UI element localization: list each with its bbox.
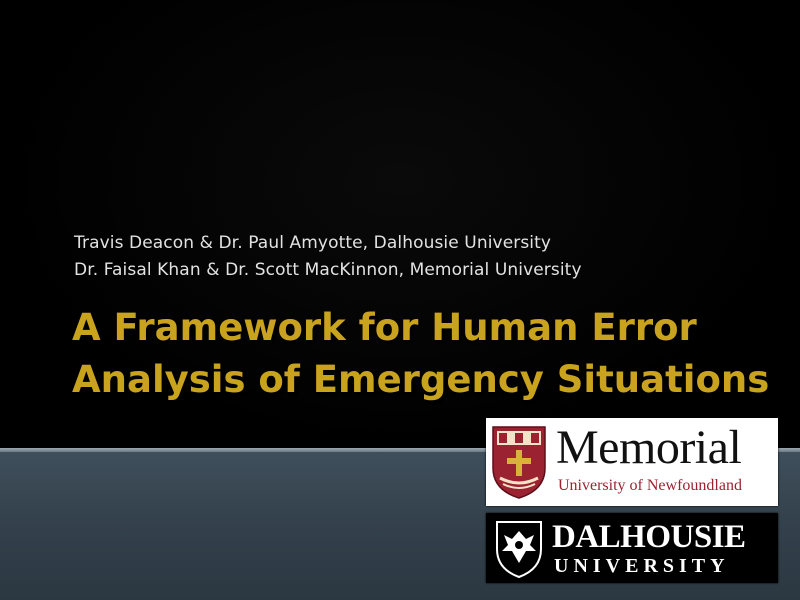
dalhousie-shield-icon bbox=[494, 519, 544, 579]
memorial-university-logo bbox=[486, 418, 778, 506]
dalhousie-logo-subtitle: UNIVERSITY bbox=[554, 555, 730, 577]
authors-line-dalhousie: Travis Deacon & Dr. Paul Amyotte, Dalhousie University bbox=[74, 233, 552, 253]
authors-block bbox=[74, 230, 582, 284]
slide-title bbox=[72, 302, 792, 406]
authors-line-memorial: Dr. Faisal Khan & Dr. Scott MacKinnon, Memorial University bbox=[74, 260, 582, 280]
memorial-logo-subtitle: University of Newfoundland bbox=[558, 477, 742, 494]
memorial-shield-icon bbox=[490, 424, 548, 500]
slide-title-line-1: A Framework for Human Error bbox=[72, 306, 697, 349]
slide-title-line-2: Analysis of Emergency Situations bbox=[72, 358, 770, 401]
dalhousie-university-logo bbox=[486, 513, 778, 583]
dalhousie-logo-name: DALHOUSIE bbox=[552, 519, 746, 555]
memorial-logo-name: Memorial bbox=[556, 421, 742, 474]
